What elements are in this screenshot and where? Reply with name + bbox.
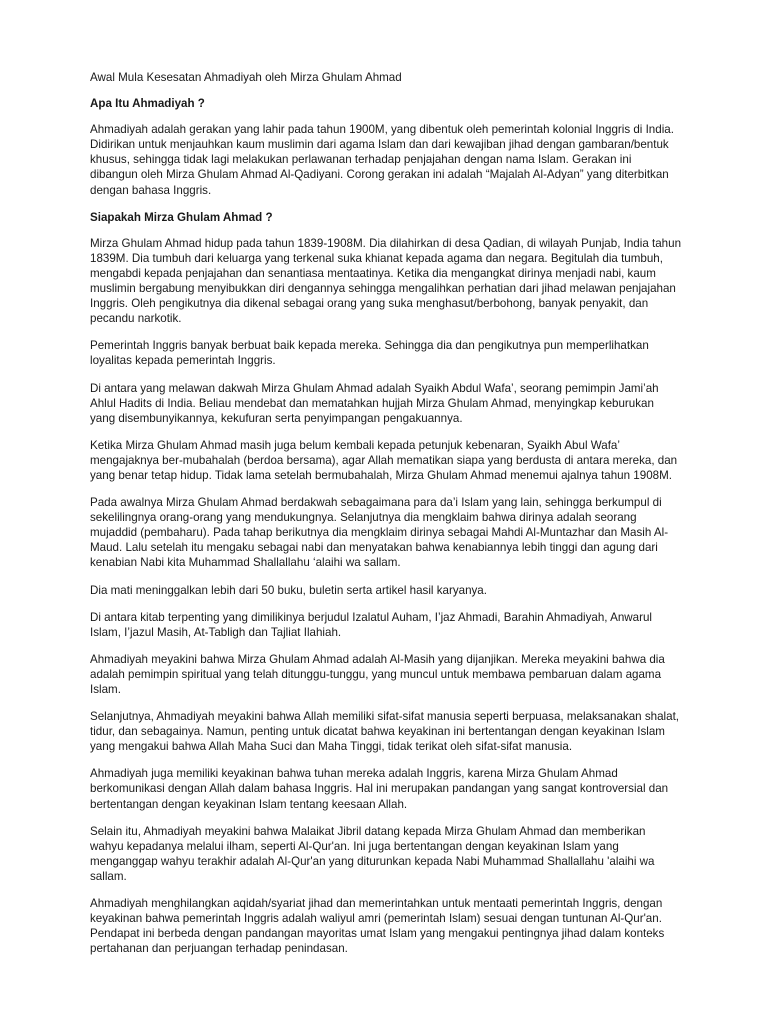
paragraph-5: Ketika Mirza Ghulam Ahmad masih juga belum kembali kepada petunjuk kebenaran, Syaikh Abul Wafa’ mengajaknya ber-mubahalah (berdoa bersama), agar Allah mematikan siapa yang berdusta di antara mereka, dan yang benar tetap hidup. Tidak lama setelah bermubahalah, Mirza Ghulam Ahmad menemui ajalnya tahun 1908M. <box>90 438 678 482</box>
paragraph-3: Pemerintah Inggris banyak berbuat baik kepada mereka. Sehingga dia dan pengikutnya pun memperlihatkan loyalitas kepada pemerintah Inggris. <box>90 339 649 368</box>
document-title: Awal Mula Kesesatan Ahmadiyah oleh Mirza Ghulam Ahmad <box>90 71 402 84</box>
paragraph-7: Dia mati meninggalkan lebih dari 50 buku, buletin serta artikel hasil karyanya. <box>90 583 487 597</box>
document-body <box>90 70 682 968</box>
paragraph-12: Selain itu, Ahmadiyah meyakini bahwa Malaikat Jibril datang kepada Mirza Ghulam Ahmad dan memberikan wahyu kepadanya melalui ilham, seperti Al-Qur'an. Ini juga bertentangan dengan keyakinan Islam yang menganggap wahyu terakhir adalah Al-Qur'an yang diturunkan kepada Nabi Muhammad Shallallahu 'alaihi wa sallam. <box>90 824 655 883</box>
section-heading-ahmadiyah: Apa Itu Ahmadiyah ? <box>90 97 205 111</box>
paragraph-11: Ahmadiyah juga memiliki keyakinan bahwa tuhan mereka adalah Inggris, karena Mirza Ghulam Ahmad berkomunikasi dengan Allah dalam bahasa Inggris. Hal ini merupakan pandangan yang sangat kontroversial dan bertentangan dengan keyakinan Islam tentang keesaan Allah. <box>90 767 669 811</box>
paragraph-10: Selanjutnya, Ahmadiyah meyakini bahwa Allah memiliki sifat-sifat manusia seperti berpuasa, melaksanakan shalat, tidur, dan sebagainya. Namun, penting untuk dicatat bahwa keyakinan ini bertentangan dengan keyakinan Islam yang mengakui bahwa Allah Maha Suci dan Maha Tinggi, tidak terikat oleh sifat-sifat manusia. <box>90 710 680 754</box>
paragraph-6: Pada awalnya Mirza Ghulam Ahmad berdakwah sebagaimana para da’i Islam yang lain, sehingga berkumpul di sekelilingnya orang-orang yang mendukungnya. Selanjutnya dia mengklaim bahwa dirinya adalah seorang mujaddid (pembaharu). Pada tahap berikutnya dia mengklaim dirinya sebagai Mahdi Al-Muntazhar dan Masih Al-Maud. Lalu setelah itu mengaku sebagai nabi dan menyatakan bahwa kenabiannya lebih tinggi dan agung dari kenabian Nabi kita Muhammad Shallallahu ‘alaihi wa sallam. <box>90 496 669 570</box>
section-heading-mirza: Siapakah Mirza Ghulam Ahmad ? <box>90 210 273 224</box>
paragraph-2: Mirza Ghulam Ahmad hidup pada tahun 1839-1908M. Dia dilahirkan di desa Qadian, di wilayah Punjab, India tahun 1839M. Dia tumbuh dari keluarga yang terkenal suka khianat kepada agama dan negara. Begitulah dia tumbuh, mengabdi kepada penjajahan dan senantiasa mentaatinya. Ketika dia mengangkat dirinya menjadi nabi, kaum muslimin bergabung menyibukkan diri dengannya sehingga mengalihkan perhatian dari jihad melawan penjajahan Inggris. Oleh pengikutnya dia dikenal sebagai orang yang suka menghasut/berbohong, banyak penyakit, dan pecandu narkotik. <box>90 236 682 326</box>
paragraph-8: Di antara kitab terpenting yang dimilikinya berjudul Izalatul Auham, I’jaz Ahmadi, Barahin Ahmadiyah, Anwarul Islam, I’jazul Masih, At-Tabligh dan Tajliat Ilahiah. <box>90 610 652 639</box>
paragraph-13: Ahmadiyah menghilangkan aqidah/syariat jihad dan memerintahkan untuk mentaati pemerintah Inggris, dengan keyakinan bahwa pemerintah Inggris adalah waliyul amri (pemerintah Islam) sesuai dengan tuntunan Al-Qur'an. Pendapat ini berbeda dengan pandangan mayoritas umat Islam yang mengakui pentingnya jihad dalam konteks pertahanan dan perjuangan terhadap penindasan. <box>90 897 665 956</box>
paragraph-1: Ahmadiyah adalah gerakan yang lahir pada tahun 1900M, yang dibentuk oleh pemerintah kolonial Inggris di India. Didirikan untuk menjauhkan kaum muslimin dari agama Islam dan dari kewajiban jihad dengan gambaran/bentuk khusus, sehingga tidak lagi melakukan perlawanan terhadap penjajahan dengan nama Islam. Gerakan ini dibangun oleh Mirza Ghulam Ahmad Al-Qadiyani. Corong gerakan ini adalah “Majalah Al-Adyan” yang diterbitkan dengan bahasa Inggris. <box>90 123 674 197</box>
paragraph-4: Di antara yang melawan dakwah Mirza Ghulam Ahmad adalah Syaikh Abdul Wafa’, seorang pemimpin Jami’ah Ahlul Hadits di India. Beliau mendebat dan mematahkan hujjah Mirza Ghulam Ahmad, menyingkap keburukan yang disembunyikannya, kekufuran serta penyimpangan pengakuannya. <box>90 381 659 425</box>
paragraph-9: Ahmadiyah meyakini bahwa Mirza Ghulam Ahmad adalah Al-Masih yang dijanjikan. Mereka meyakini bahwa dia adalah pemimpin spiritual yang telah ditunggu-tunggu, yang muncul untuk membawa pembaruan dalam agama Islam. <box>90 652 665 696</box>
